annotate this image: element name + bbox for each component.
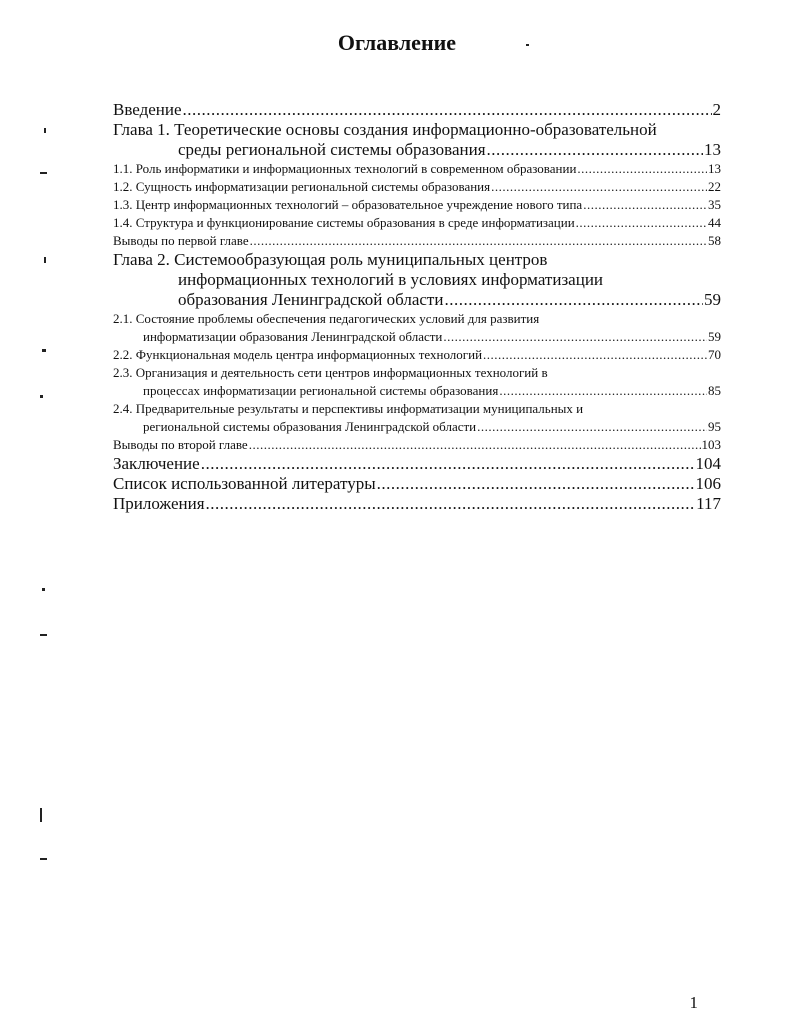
- toc-entry-conclusions-chapter-2[interactable]: [113, 436, 721, 454]
- toc-entry-title: 2.3. Организация и деятельность сети центров информационных технологий в: [113, 365, 548, 380]
- dot-leader: [577, 160, 707, 178]
- scan-speck: [44, 257, 46, 263]
- toc-entry-section-1-1[interactable]: [113, 160, 721, 178]
- scan-speck: [40, 634, 47, 636]
- toc-entry-title: Выводы по второй главе: [113, 437, 248, 452]
- scan-speck: [40, 172, 47, 174]
- toc-entry-chapter-1[interactable]: [113, 120, 721, 160]
- dot-leader: [487, 140, 703, 160]
- scan-speck: [40, 395, 43, 398]
- toc-entry-title: 1.3. Центр информационных технологий – образовательное учреждение нового типа: [113, 197, 583, 212]
- dot-leader: [576, 214, 707, 232]
- dot-leader: [377, 474, 695, 494]
- toc-entry-conclusions-chapter-1[interactable]: [113, 232, 721, 250]
- toc-entry-bibliography[interactable]: [113, 474, 721, 494]
- toc-entry-appendices[interactable]: [113, 494, 721, 514]
- dot-leader: [491, 178, 707, 196]
- toc-entry-title-continued: среды региональной системы образования: [178, 140, 486, 159]
- dot-leader: [250, 232, 707, 250]
- toc-page-number: 70: [708, 347, 721, 362]
- dot-leader: [444, 290, 703, 310]
- toc-page-number: 22: [708, 179, 721, 194]
- toc-entry-title: 2.1. Состояние проблемы обеспечения педагогических условий для развития: [113, 311, 540, 326]
- toc-entry-title: Приложения: [113, 494, 205, 513]
- dot-leader: [583, 196, 707, 214]
- toc-page-number: 13: [708, 161, 721, 176]
- toc-entry-title: Заключение: [113, 454, 200, 473]
- scan-speck: [42, 588, 45, 591]
- dot-leader: [206, 494, 696, 514]
- toc-entry-title-continued: образования Ленинградской области: [178, 290, 444, 309]
- toc-entry-section-2-4[interactable]: [113, 400, 721, 436]
- toc-page-number: 117: [696, 494, 721, 513]
- toc-entry-title: Введение: [113, 100, 182, 119]
- toc-page-number: 35: [708, 197, 721, 212]
- toc-page-number: 13: [704, 140, 721, 159]
- toc-page-number: 106: [695, 474, 721, 493]
- toc-entry-title-continued: региональной системы образования Ленинградской области: [143, 419, 477, 434]
- toc-entry-title: Выводы по первой главе: [113, 233, 249, 248]
- dot-leader: [183, 100, 712, 120]
- toc-entry-title-continued: информатизации образования Ленинградской области: [143, 329, 443, 344]
- toc-entry-title: 1.2. Сущность информатизации региональной системы образования: [113, 179, 491, 194]
- toc-entry-title: Глава 2. Системообразующая роль муниципальных центров: [113, 250, 548, 269]
- toc-entry-section-1-4[interactable]: [113, 214, 721, 232]
- dot-leader: [443, 328, 707, 346]
- toc-page-number: 59: [704, 290, 721, 309]
- toc-entry-section-2-2[interactable]: [113, 346, 721, 364]
- toc-entry-introduction[interactable]: [113, 100, 721, 120]
- scan-speck: [40, 858, 47, 860]
- dot-leader: [483, 346, 707, 364]
- toc-entry-title: 2.4. Предварительные результаты и перспективы информатизации муниципальных и: [113, 401, 584, 416]
- page-number: 1: [689, 993, 698, 1012]
- toc-entry-section-2-1[interactable]: [113, 310, 721, 346]
- toc-entry-section-1-3[interactable]: [113, 196, 721, 214]
- toc-page-number: 44: [708, 215, 721, 230]
- toc-entry-conclusion[interactable]: [113, 454, 721, 474]
- scan-speck: [42, 349, 46, 352]
- toc-page-number: 2: [712, 100, 721, 119]
- page-title: Оглавление: [337, 30, 457, 55]
- toc-entry-title: 1.4. Структура и функционирование системы образования в среде информатизации: [113, 215, 575, 230]
- toc-entry-section-1-2[interactable]: [113, 178, 721, 196]
- toc-entry-section-2-3[interactable]: [113, 364, 721, 400]
- dot-leader: [477, 418, 707, 436]
- toc-entry-title: Глава 1. Теоретические основы создания информационно-образовательной: [113, 120, 657, 139]
- toc-entry-title-continued: информационных технологий в условиях информатизации: [178, 270, 604, 289]
- toc-entry-chapter-2[interactable]: [113, 250, 721, 310]
- dot-leader: [499, 382, 707, 400]
- scan-speck: [44, 128, 46, 133]
- toc-page-number: 85: [708, 383, 721, 398]
- toc-page-number: 104: [695, 454, 721, 473]
- scan-speck: [526, 44, 529, 46]
- dot-leader: [249, 436, 701, 454]
- toc-page-number: 58: [708, 233, 721, 248]
- toc-page-number: 59: [708, 329, 721, 344]
- toc-entry-title-continued: процессах информатизации региональной системы образования: [143, 383, 499, 398]
- toc-page-number: 95: [708, 419, 721, 434]
- toc-entry-title: 2.2. Функциональная модель центра информационных технологий: [113, 347, 483, 362]
- toc-entry-title: Список использованной литературы: [113, 474, 376, 493]
- table-of-contents: [113, 100, 721, 514]
- toc-entry-title: 1.1. Роль информатики и информационных технологий в современном образовании: [113, 161, 577, 176]
- scan-speck: [40, 808, 42, 822]
- toc-page-number: 103: [701, 437, 721, 452]
- dot-leader: [201, 454, 695, 474]
